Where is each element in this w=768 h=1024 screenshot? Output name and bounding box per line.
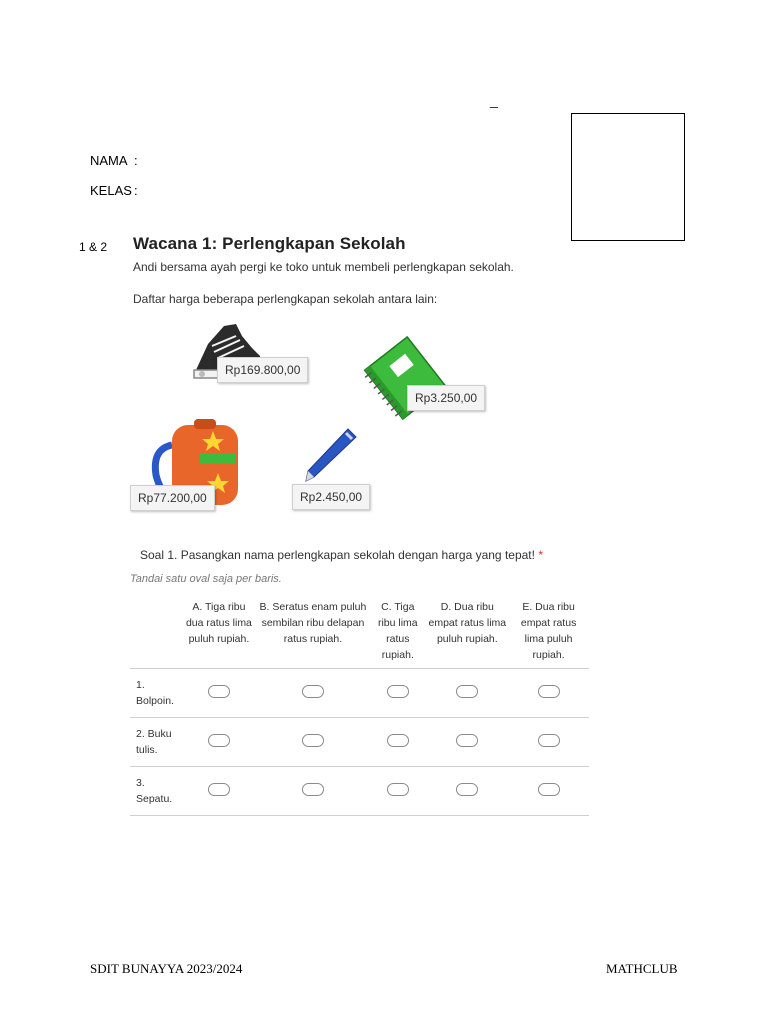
grid-corner [130, 597, 181, 669]
radio-oval-1e[interactable] [538, 685, 560, 698]
radio-oval-2c[interactable] [387, 734, 409, 747]
row-label-sepatu: 3. Sepatu. [130, 767, 181, 816]
footer-school: SDIT BUNAYYA 2023/2024 [90, 961, 243, 976]
radio-oval-3a[interactable] [208, 783, 230, 796]
radio-oval-1b[interactable] [302, 685, 324, 698]
price-tag-buku: Rp3.250,00 [407, 385, 485, 411]
radio-oval-2b[interactable] [302, 734, 324, 747]
nama-colon: : [134, 153, 138, 168]
price-tag-bolpoin: Rp2.450,00 [292, 484, 370, 510]
grid-row-buku [130, 718, 589, 767]
row-label-buku: 2. Buku tulis. [130, 718, 181, 767]
radio-oval-1a[interactable] [208, 685, 230, 698]
option-header-e: E. Dua ribu empat ratus lima puluh rupiah. [520, 601, 577, 661]
radio-oval-3e[interactable] [538, 783, 560, 796]
row-label-bolpoin: 1. Bolpoin. [130, 669, 181, 718]
price-tag-sepatu: Rp169.800,00 [217, 357, 308, 383]
radio-oval-2d[interactable] [456, 734, 478, 747]
kelas-colon: : [134, 183, 138, 198]
radio-oval-3c[interactable] [387, 783, 409, 796]
kelas-field [90, 183, 138, 198]
option-header-c: C. Tiga ribu lima ratus rupiah. [377, 601, 418, 661]
question-label: Soal 1. Pasangkan nama perlengkapan sekolah dengan harga yang tepat! [140, 548, 535, 562]
radio-oval-2e[interactable] [538, 734, 560, 747]
kelas-label: KELAS [90, 183, 132, 198]
nama-label: NAMA [90, 153, 128, 168]
answer-grid [130, 597, 589, 816]
option-header-d: D. Dua ribu empat ratus lima puluh rupiah. [428, 601, 507, 645]
radio-oval-1d[interactable] [456, 685, 478, 698]
nama-field [90, 153, 138, 168]
wacana-list-intro: Daftar harga beberapa perlengkapan sekolah antara lain: [133, 292, 438, 306]
wacana-title: Wacana 1: Perlengkapan Sekolah [133, 234, 406, 253]
question-text [140, 548, 543, 562]
footer-club: MATHCLUB [606, 961, 678, 976]
radio-oval-1c[interactable] [387, 685, 409, 698]
required-asterisk: * [538, 548, 543, 562]
grid-header-row [130, 597, 589, 669]
photo-box [571, 113, 685, 241]
grid-row-sepatu [130, 767, 589, 816]
header-dash: _ [490, 92, 498, 108]
price-tag-tas: Rp77.200,00 [130, 485, 215, 511]
question-number: 1 & 2 [79, 240, 108, 254]
radio-oval-3b[interactable] [302, 783, 324, 796]
radio-oval-3d[interactable] [456, 783, 478, 796]
grid-row-bolpoin [130, 669, 589, 718]
radio-oval-2a[interactable] [208, 734, 230, 747]
option-header-b: B. Seratus enam puluh sembilan ribu delapan ratus rupiah. [259, 601, 367, 645]
wacana-intro: Andi bersama ayah pergi ke toko untuk membeli perlengkapan sekolah. [133, 260, 514, 274]
option-header-a: A. Tiga ribu dua ratus lima puluh rupiah. [185, 601, 252, 645]
instruction-hint: Tandai satu oval saja per baris. [130, 573, 282, 585]
pen-icon [300, 425, 360, 485]
